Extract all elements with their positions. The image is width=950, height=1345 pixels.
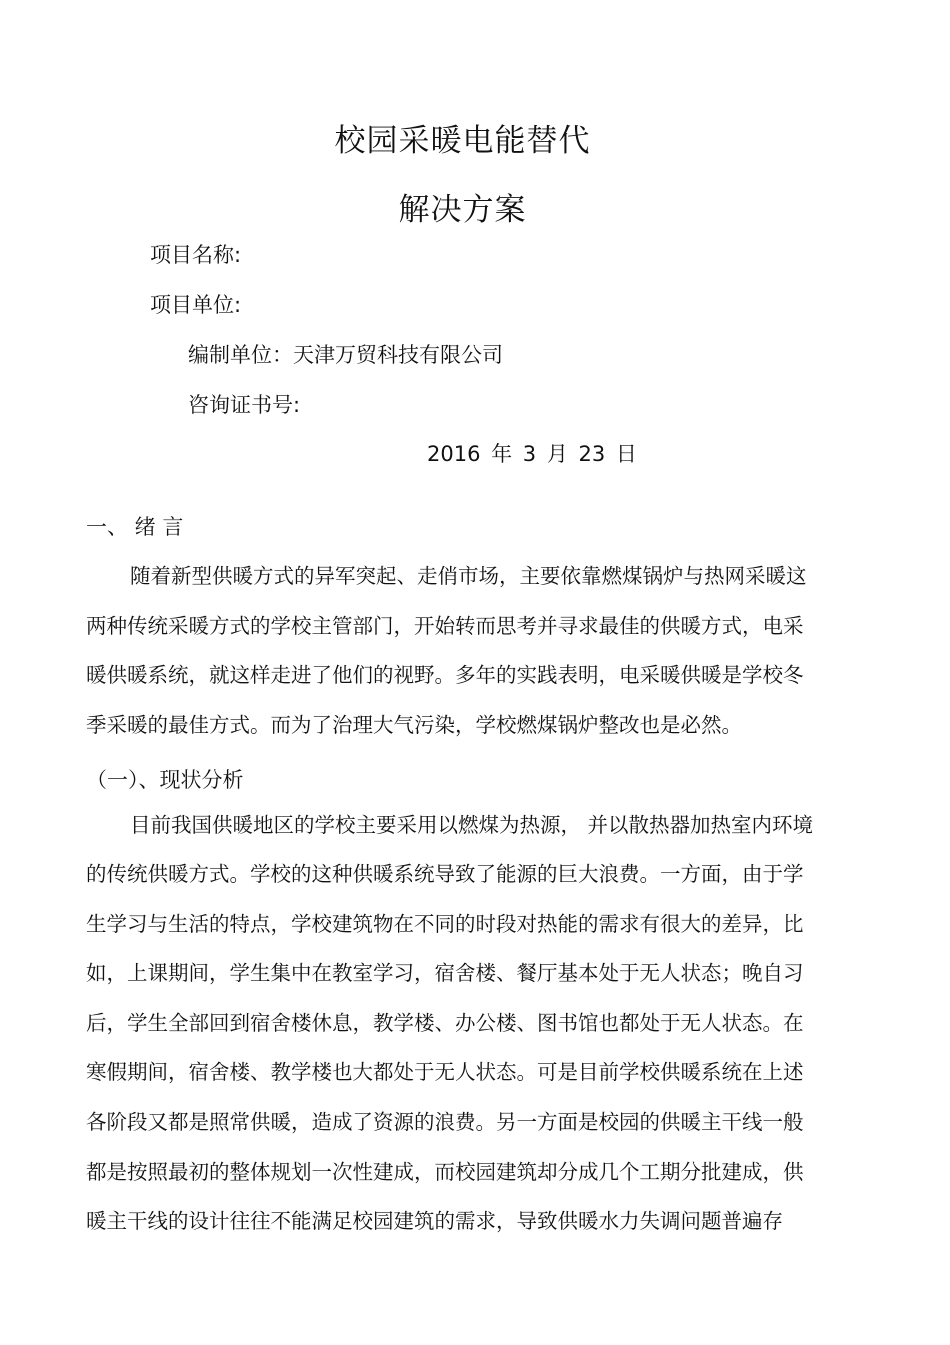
paragraph-line: 季采暖的最佳方式。而为了治理大气污染，学校燃煤锅炉整改也是必然。 xyxy=(86,713,742,737)
prepared-by-label: 编制单位：天津万贸科技有限公司 xyxy=(188,343,503,367)
paragraph-line: 的传统供暖方式。学校的这种供暖系统导致了能源的巨大浪费。一方面，由于学 xyxy=(86,862,804,886)
paragraph-line: 暖主干线的设计往往不能满足校园建筑的需求，导致供暖水力失调问题普遍存 xyxy=(86,1209,783,1233)
paragraph-line: 随着新型供暖方式的异军突起、走俏市场，主要依靠燃煤锅炉与热网采暖这 xyxy=(130,564,807,588)
paragraph-line: 两种传统采暖方式的学校主管部门，开始转而思考并寻求最佳的供暖方式，电采 xyxy=(86,614,804,638)
paragraph-line: 如，上课期间，学生集中在教室学习，宿舍楼、餐厅基本处于无人状态；晚自习 xyxy=(86,961,804,985)
project-unit-label: 项目单位: xyxy=(150,293,242,317)
paragraph-line: 各阶段又都是照常供暖，造成了资源的浪费。另一方面是校园的供暖主干线一般 xyxy=(86,1110,804,1134)
section-heading-introduction: 一、 绪 言 xyxy=(86,515,184,539)
cert-number-label: 咨询证书号: xyxy=(188,393,301,417)
paragraph-line: 目前我国供暖地区的学校主要采用以燃煤为热源， 并以散热器加热室内环境 xyxy=(130,813,814,837)
subsection-heading-status-analysis: （一）、现状分析 xyxy=(86,768,244,792)
project-name-label: 项目名称: xyxy=(150,243,242,267)
document-title: 校园采暖电能替代 xyxy=(334,123,591,159)
paragraph-line: 生学习与生活的特点，学校建筑物在不同的时段对热能的需求有很大的差异，比 xyxy=(86,912,804,936)
paragraph-line: 都是按照最初的整体规划一次性建成，而校园建筑却分成几个工期分批建成，供 xyxy=(86,1160,804,1184)
paragraph-line: 后，学生全部回到宿舍楼休息，教学楼、办公楼、图书馆也都处于无人状态。在 xyxy=(86,1011,804,1035)
paragraph-line: 暖供暖系统，就这样走进了他们的视野。多年的实践表明，电采暖供暖是学校冬 xyxy=(86,663,804,687)
document-subtitle: 解决方案 xyxy=(398,192,527,228)
paragraph-line: 寒假期间，宿舍楼、教学楼也大都处于无人状态。可是目前学校供暖系统在上述 xyxy=(86,1060,804,1084)
document-date: 2016 年 3 月 23 日 xyxy=(427,442,637,466)
